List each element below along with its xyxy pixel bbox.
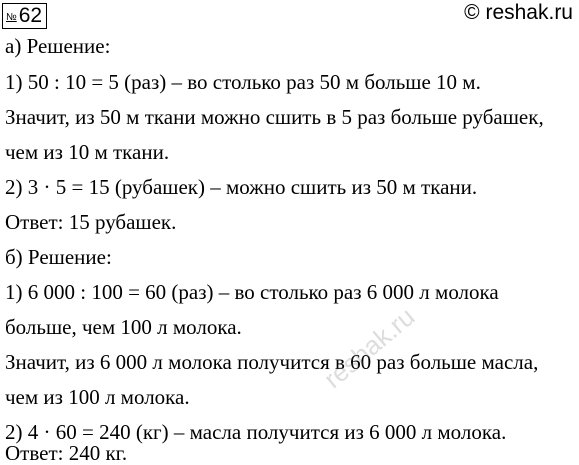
part-b-step-1-line-2: больше, чем 100 л молока.	[5, 315, 242, 339]
task-number-badge	[2, 3, 47, 29]
part-a-conclusion-line-1: Значит, из 50 м ткани можно сшить в 5 раз больше рубашек,	[5, 105, 544, 129]
watermark: reshak.ru	[318, 301, 421, 394]
task-number: 62	[18, 4, 43, 27]
part-a-step-1: 1) 50 : 10 = 5 (раз) – во столько раз 50 м больше 10 м.	[5, 70, 481, 94]
number-sign: №	[6, 12, 17, 23]
part-b-conclusion-line-1: Значит, из 6 000 л молока получится в 60 раз больше масла,	[5, 350, 539, 374]
part-a-conclusion-line-2: чем из 10 м ткани.	[5, 140, 170, 164]
part-b-conclusion-line-2: чем из 100 л молока.	[5, 385, 190, 409]
part-b-step-1-line-1: 1) 6 000 : 100 = 60 (раз) – во столько раз 6 000 л молока	[5, 280, 499, 304]
part-b-step-2: 2) 4 · 60 = 240 (кг) – масла получится из 6 000 л молока.	[5, 420, 507, 444]
source-credit: © reshak.ru	[464, 1, 573, 24]
part-b-answer: Ответ: 240 кг.	[5, 441, 128, 465]
part-b-heading: б) Решение:	[5, 245, 112, 269]
part-a-step-2: 2) 3 · 5 = 15 (рубашек) – можно сшить из 50 м ткани.	[5, 175, 478, 199]
part-a-answer: Ответ: 15 рубашек.	[5, 210, 177, 234]
part-a-heading: а) Решение:	[5, 34, 111, 58]
